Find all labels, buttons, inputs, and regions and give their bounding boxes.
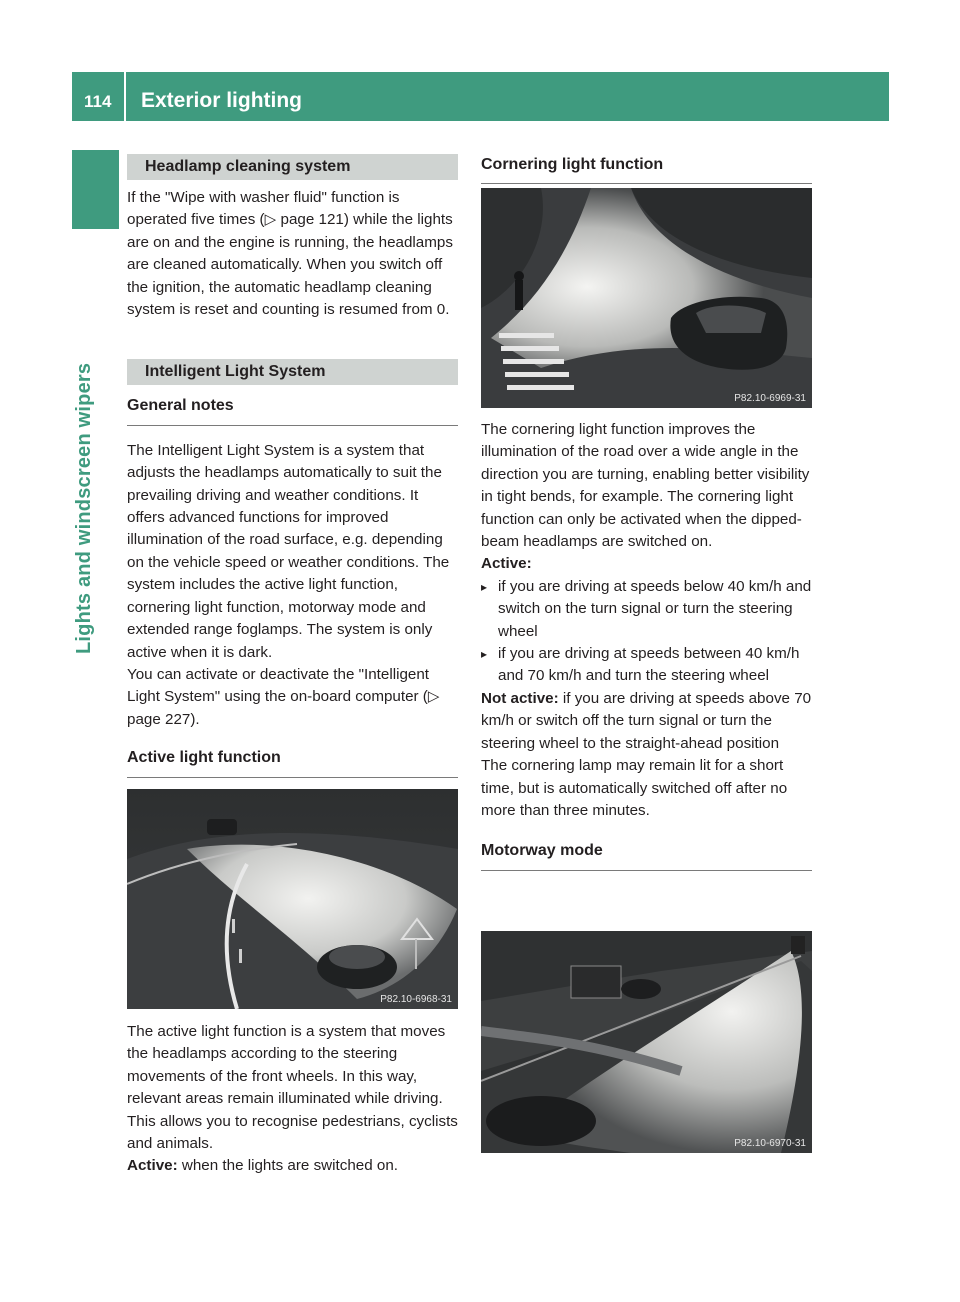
general-notes-text-1: The Intelligent Light System is a system that adjusts the headlamps automatically to suit the prevailing driving and weather conditions. It offers advanced functions for improved illumination of the road surface, e.g. depending on the vehicle speed or weather conditions. The system includes the active light function, cornering light function, motorway mode and extended range foglamps. The system is only active when it is dark. [127, 441, 450, 661]
figure-code-motorway: P82.10-6970-31 [734, 1138, 806, 1149]
heading-cornering-light: Cornering light function [481, 154, 812, 184]
right-column-top [481, 154, 812, 184]
page-header [72, 72, 889, 121]
section-title-headlamp-cleaning: Headlamp cleaning system [127, 154, 458, 180]
list-item: ▸ if you are driving at speeds below 40 km/h and switch on the turn signal or turn the steering wheel [481, 576, 812, 643]
active-light-text: The active light function is a system that moves the headlamps according to the steering movements of the front wheels. In this way, relevant areas remain illuminated while driving. This allows you to recognise pedestrians, cyclists and animals. [127, 1023, 458, 1153]
cornering-light-illustration [481, 188, 812, 408]
figure-motorway-mode [481, 931, 812, 1153]
cornering-active-label: Active: [481, 555, 532, 573]
headlamp-cleaning-text: If the "Wipe with washer fluid" function is operated five times (▷ page 121) while the lights are on and the engine is running, the headlamps are cleaned automatically. When you switch off the ignition, the automatic headlamp cleaning system is reset and counting is resumed from 0. [127, 189, 453, 319]
cornering-light-text: The cornering light function improves the illumination of the road over a wide angle in the direction you are turning, enabling better visibility in tight bends, for example. The cornering light function can only be activated when the dipped-beam headlamps are switched on. [481, 421, 810, 551]
right-column-body [481, 419, 812, 871]
list-item: ▸ if you are driving at speeds between 40 km/h and 70 km/h and turn the steering wheel [481, 643, 812, 688]
heading-active-light-function: Active light function [127, 747, 458, 777]
cornering-lamp-note: The cornering lamp may remain lit for a short time, but is automatically switched off after no more than three minutes. [481, 757, 788, 819]
side-tab-label: Lights and windscreen wipers [73, 362, 95, 654]
side-tab-marker [72, 150, 119, 229]
page-title: Exterior lighting [141, 89, 303, 112]
not-active-label: Not active: [481, 689, 559, 707]
heading-motorway-mode: Motorway mode [481, 840, 812, 870]
active-light-illustration [127, 789, 458, 1009]
page-number: 114 [84, 92, 112, 111]
active-label: Active: [127, 1157, 178, 1175]
cornering-active-list [481, 576, 812, 688]
header-separator [124, 72, 126, 121]
general-notes-text-2: You can activate or deactivate the "Intelligent Light System" using the on-board computer (▷ page 227). [127, 665, 440, 728]
left-column-bottom [127, 1021, 458, 1178]
figure-code-active-light: P82.10-6968-31 [380, 994, 452, 1005]
section-title-intelligent-light: Intelligent Light System [127, 359, 458, 385]
active-text: when the lights are switched on. [177, 1157, 399, 1175]
not-active-text: if you are driving at speeds above 70 km/h or switch off the turn signal or turn the steering wheel to the straight-ahead position [481, 689, 812, 752]
motorway-mode-illustration [481, 931, 812, 1153]
figure-cornering-light [481, 188, 812, 408]
figure-code-cornering: P82.10-6969-31 [734, 393, 806, 404]
figure-active-light [127, 789, 458, 1009]
page-number-box [72, 72, 122, 121]
heading-general-notes: General notes [127, 395, 458, 425]
left-column [127, 154, 458, 778]
